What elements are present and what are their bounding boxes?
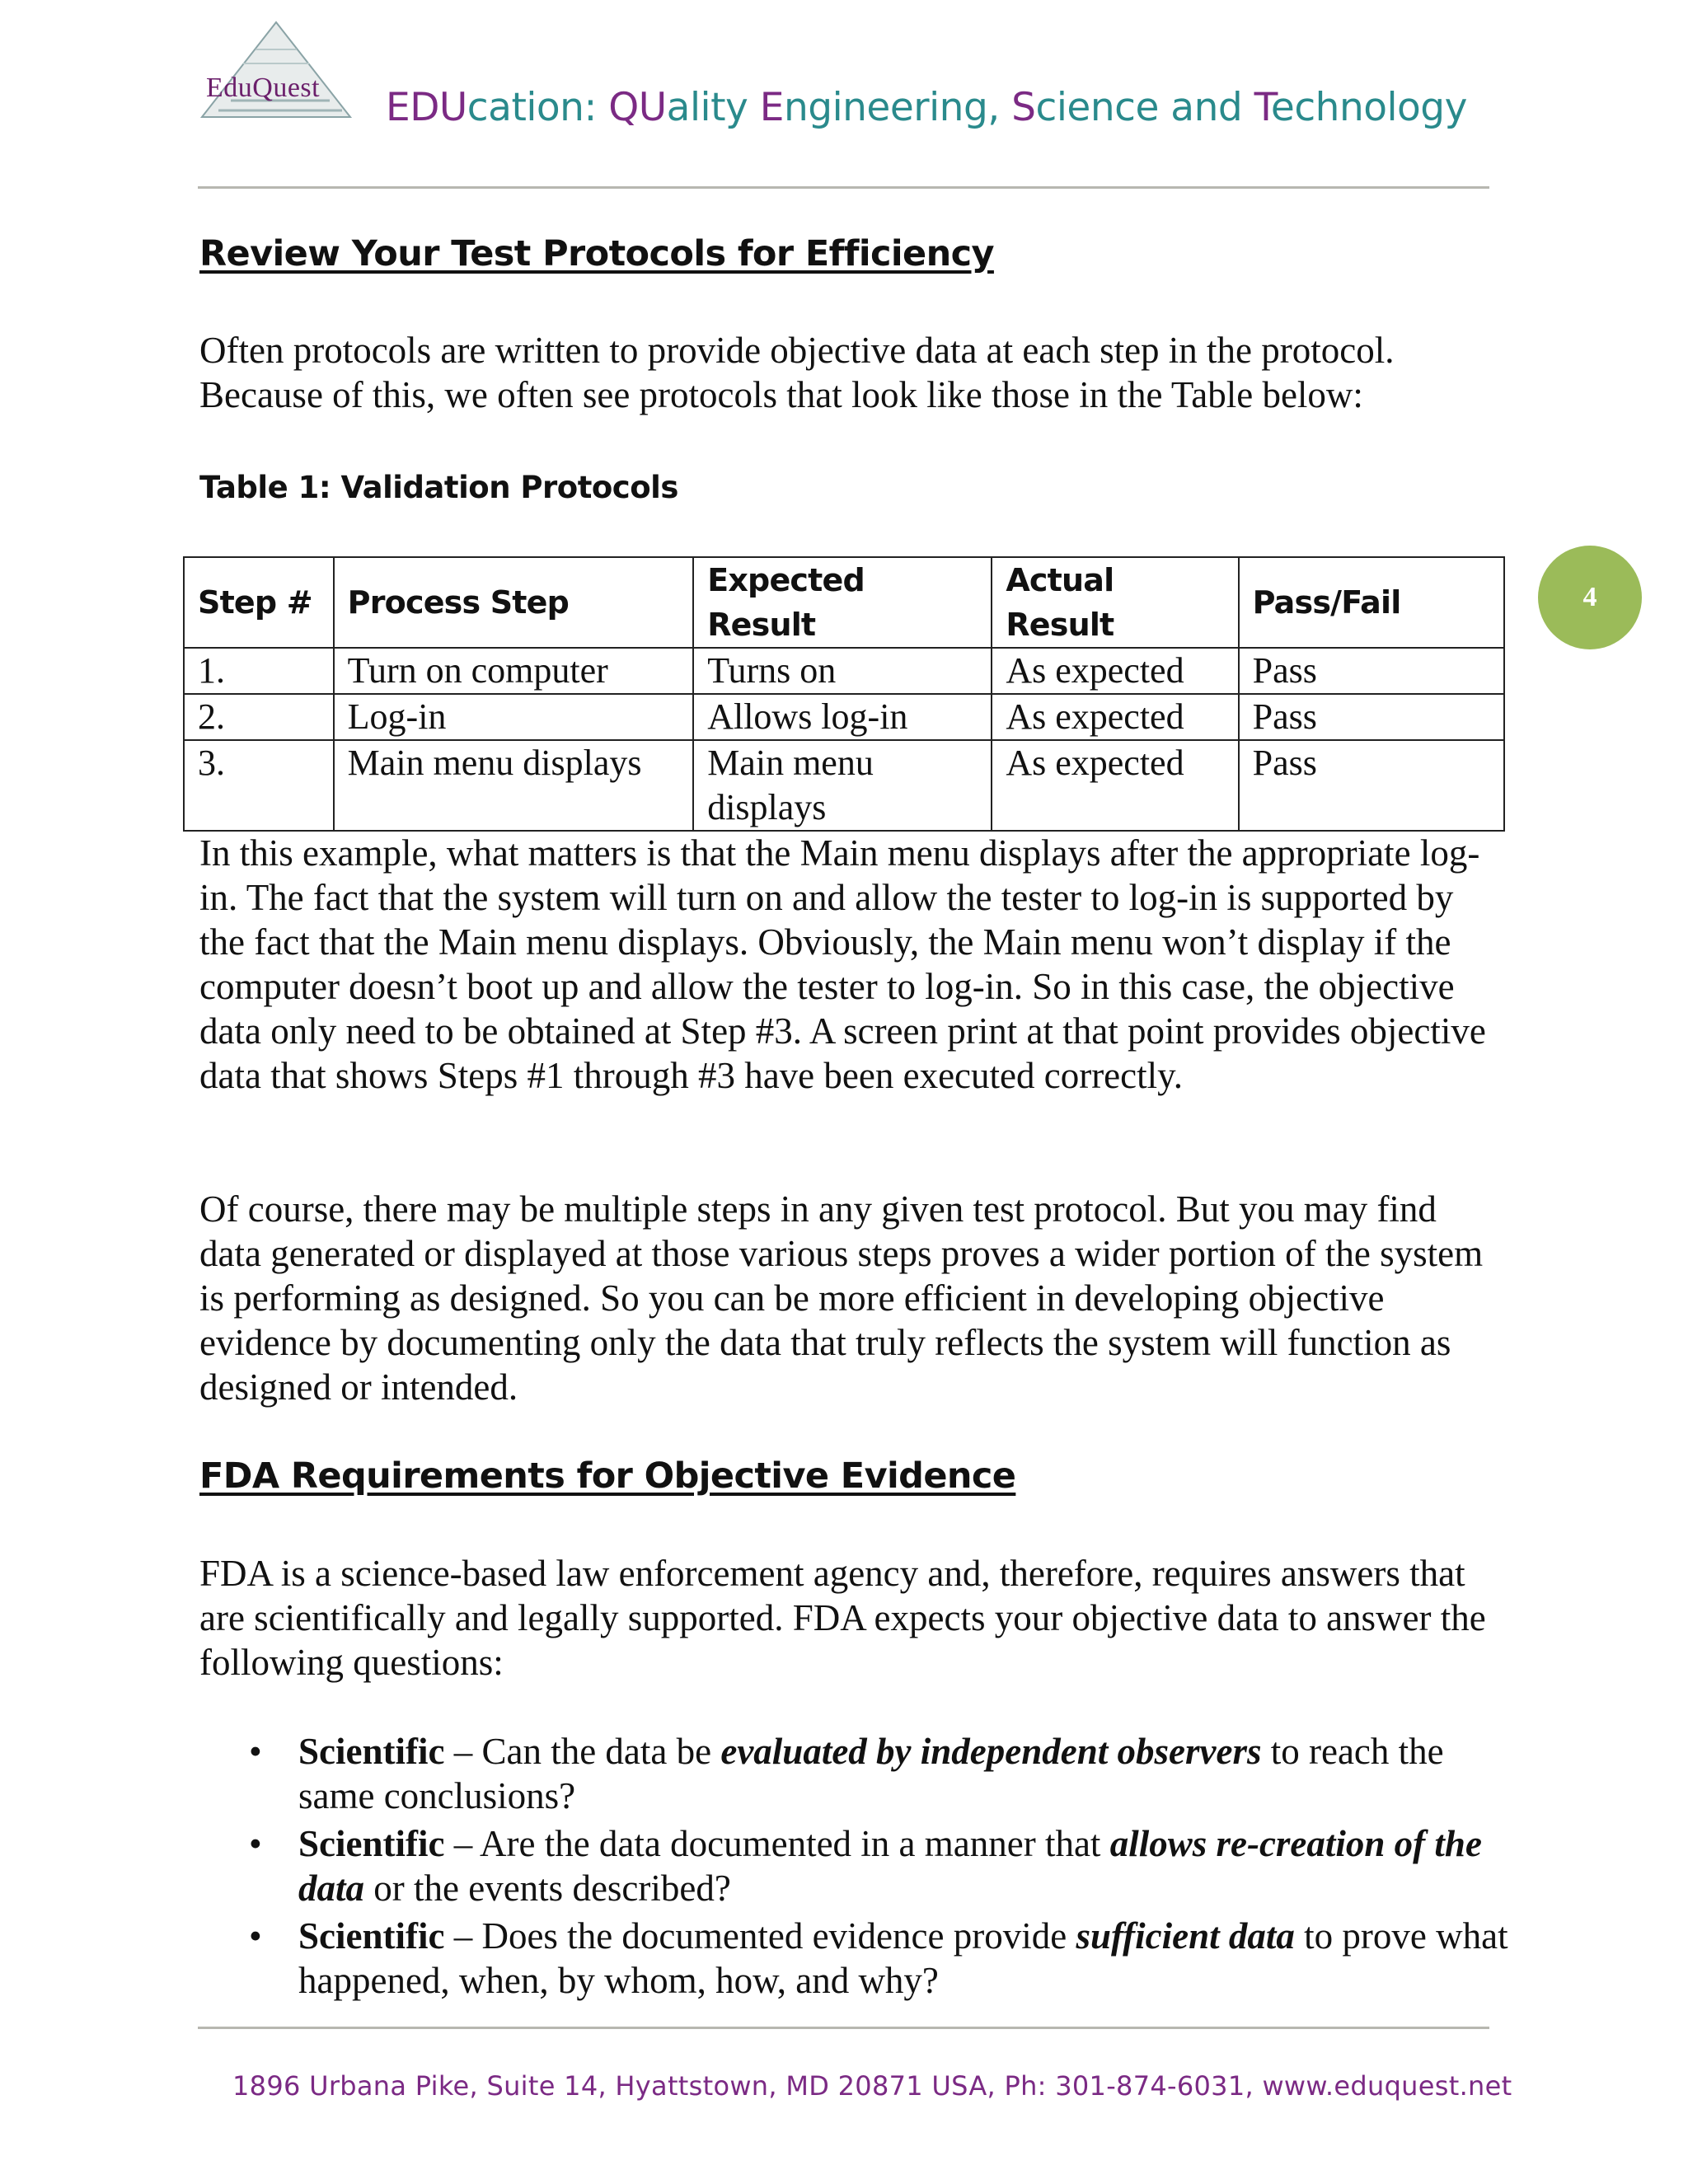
tagline-part: echnology: [1270, 85, 1467, 130]
bullet-icon: •: [249, 1823, 262, 1864]
table-cell: Turns on: [693, 648, 992, 694]
bullet-dash: –: [444, 1823, 480, 1864]
list-item: [199, 1914, 1510, 2003]
table-cell: 3.: [184, 740, 334, 831]
column-header: Expected Result: [693, 557, 992, 648]
section-heading-fda: FDA Requirements for Objective Evidence: [199, 1455, 1016, 1497]
bullet-dash: –: [444, 1915, 482, 1957]
table-cell: Pass: [1239, 694, 1504, 740]
bullet-dash: –: [444, 1731, 482, 1772]
bullet-after: or the events described?: [364, 1868, 731, 1909]
column-header: Pass/Fail: [1239, 557, 1504, 648]
fda-questions-list: [199, 1729, 1510, 2006]
fda-intro-paragraph: FDA is a science-based law enforcement agency and, therefore, requires answers that are scientifically and legally supported. FDA expects your objective data to answer the following questions:: [199, 1553, 1486, 1683]
table-row: [184, 694, 1504, 740]
bullet-after: to reach the same conclusions?: [298, 1731, 1444, 1816]
bullet-label: Scientific: [298, 1823, 445, 1864]
bullet-before: Does the documented evidence provide: [481, 1915, 1076, 1957]
bullet-before: Are the data documented in a manner that: [479, 1823, 1110, 1864]
bullet-after: to prove what happened, when, by whom, how, and why?: [298, 1915, 1508, 2001]
example-paragraph: In this example, what matters is that the Main menu displays after the appropriate log-in. The fact that the system will turn on and allow the tester to log-in is supported by the fact that the Main menu displays. Obviously, the Main menu won’t display if the computer doesn’t boot up and allow the tester to log-in. So in this case, the objective data only need to be obtained at Step #3. A screen print at that point provides objective data that shows Steps #1 through #3 have been executed correctly.: [199, 832, 1486, 1096]
column-header: Step #: [184, 557, 334, 648]
bullet-emph: evaluated by independent observers: [720, 1731, 1262, 1772]
bullet-before: Can the data be: [481, 1731, 721, 1772]
list-item: [199, 1821, 1510, 1910]
table-cell: Pass: [1239, 648, 1504, 694]
tagline-part: cation:: [467, 85, 609, 130]
bullet-emph: sufficient data: [1076, 1915, 1295, 1957]
bullet-icon: •: [249, 1915, 262, 1957]
intro-paragraph: Often protocols are written to provide objective data at each step in the protocol. Because of this, we often see protocols that look like those in the Table below:: [199, 330, 1395, 415]
table-cell: As expected: [992, 694, 1238, 740]
tagline-part: QU: [608, 85, 667, 130]
table-cell: Main menu displays: [334, 740, 694, 831]
footer-address: 1896 Urbana Pike, Suite 14, Hyattstown, MD 20871 USA, Ph: 301-874-6031, www.eduquest.net: [232, 2070, 1512, 2102]
tagline-part: EDU: [386, 85, 467, 130]
table-cell: 2.: [184, 694, 334, 740]
table-caption: Table 1: Validation Protocols: [199, 470, 678, 505]
table-cell: As expected: [992, 740, 1238, 831]
list-item: [199, 1729, 1510, 1818]
tagline-part: E: [759, 85, 784, 130]
table-cell: Allows log-in: [693, 694, 992, 740]
bullet-icon: •: [249, 1731, 262, 1772]
table-cell: Main menu displays: [693, 740, 992, 831]
section-heading-efficiency: Review Your Test Protocols for Efficiency: [199, 233, 994, 274]
tagline-part: ngineering,: [783, 85, 1012, 130]
logo-wordmark: EduQuest: [206, 73, 321, 103]
bullet-label: Scientific: [298, 1731, 445, 1772]
table-row: [184, 740, 1504, 831]
bullet-emph: allows re-creation of the data: [298, 1823, 1482, 1909]
table-row: [184, 648, 1504, 694]
page-number-badge: 4: [1538, 546, 1642, 649]
tagline-part: ality: [666, 85, 760, 130]
column-header: Actual Result: [992, 557, 1238, 648]
multiple-steps-paragraph: Of course, there may be multiple steps in any given test protocol. But you may find data generated or displayed at those various steps proves a wider portion of the system is performing as designed. So you can be more efficient in developing objective evidence by documenting only the data that truly reflects the system will function as designed or intended.: [199, 1188, 1484, 1408]
table-cell: 1.: [184, 648, 334, 694]
header-tagline: [386, 85, 1467, 130]
table-cell: Log-in: [334, 694, 694, 740]
table-cell: As expected: [992, 648, 1238, 694]
footer-divider: [198, 2027, 1489, 2029]
table-cell: Turn on computer: [334, 648, 694, 694]
tagline-part: cience and: [1035, 85, 1254, 130]
validation-protocols-table: [183, 556, 1505, 832]
bullet-label: Scientific: [298, 1915, 445, 1957]
header-divider: [198, 186, 1489, 189]
tagline-part: T: [1254, 85, 1271, 130]
tagline-part: S: [1011, 85, 1036, 130]
column-header: Process Step: [334, 557, 694, 648]
table-cell: Pass: [1239, 740, 1504, 831]
table-header-row: [184, 557, 1504, 648]
